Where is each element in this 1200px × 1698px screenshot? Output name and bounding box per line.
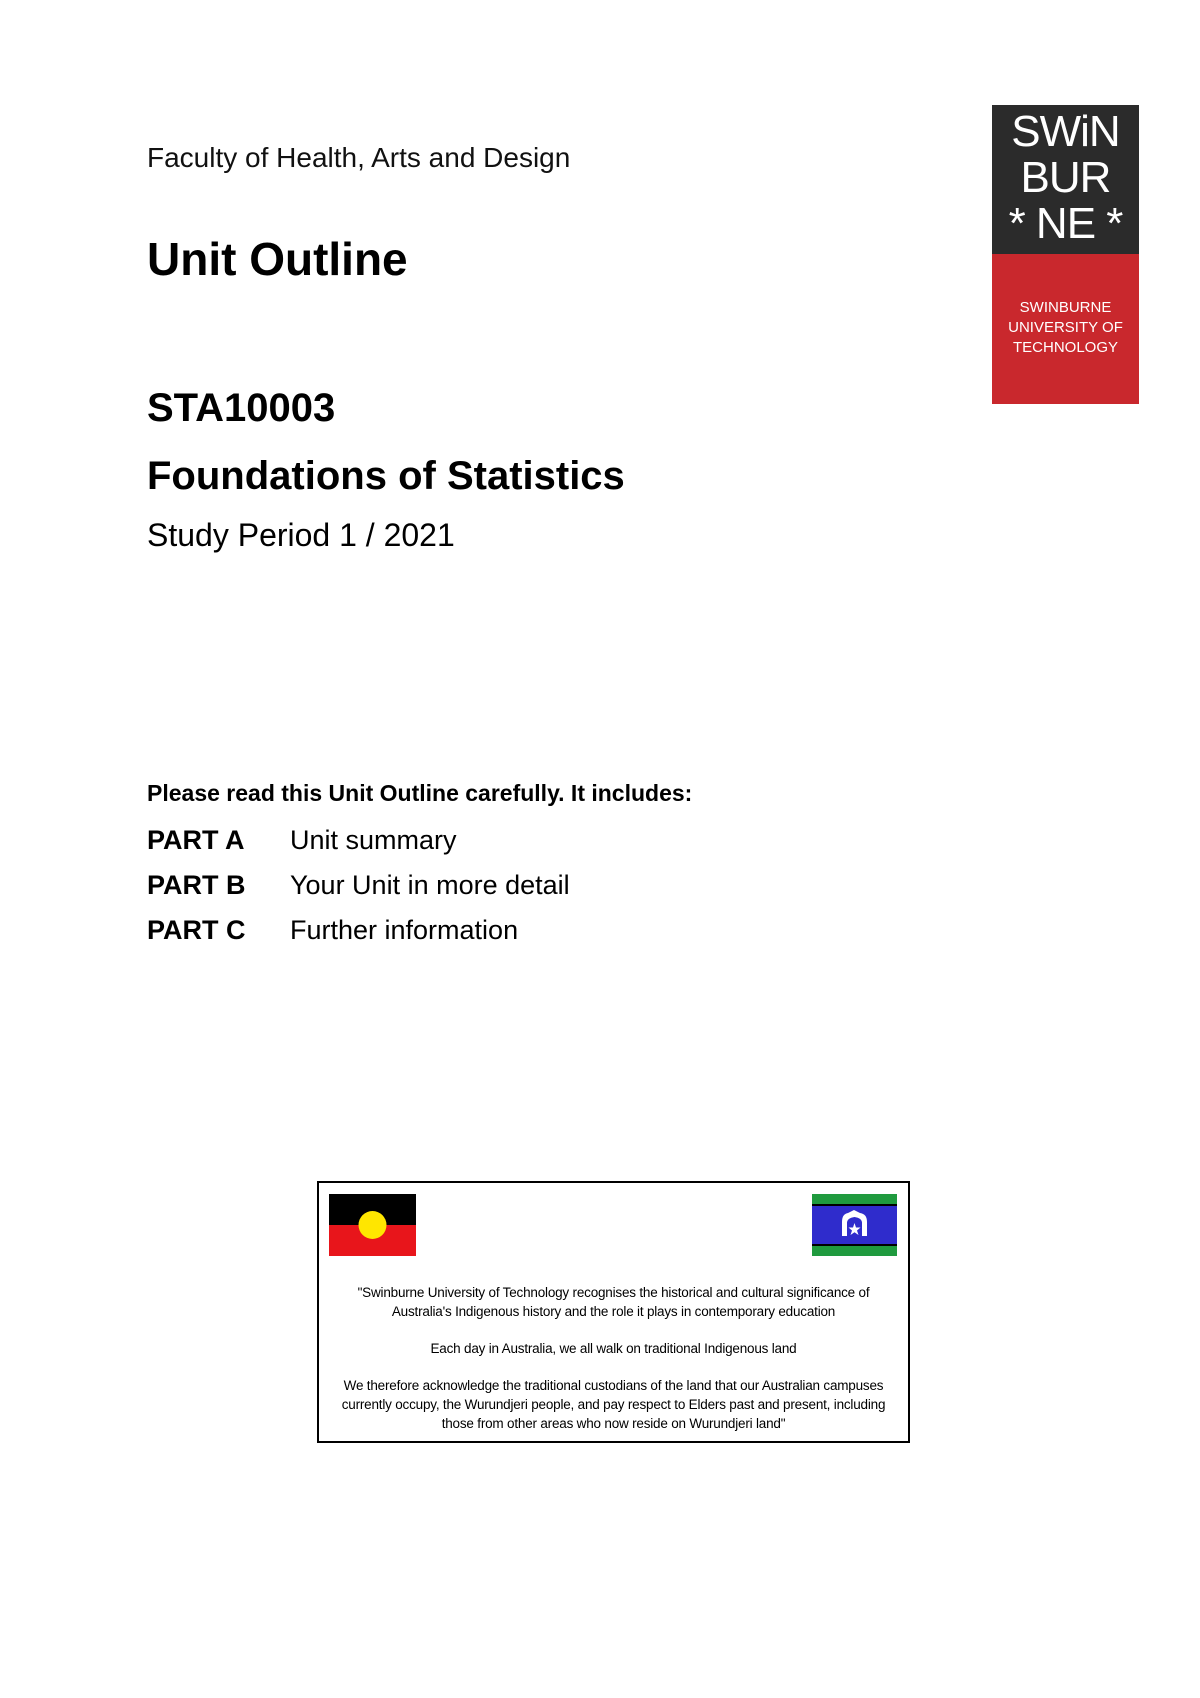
document-title: Unit Outline [147, 233, 408, 285]
contents-item [147, 818, 570, 863]
part-description: Further information [290, 915, 519, 945]
logo-sub-line-3: TECHNOLOGY [1012, 339, 1118, 356]
contents-intro: Please read this Unit Outline carefully. It includes: [147, 780, 693, 806]
acknowledgement-paragraph: Each day in Australia, we all walk on traditional Indigenous land [430, 1341, 797, 1356]
acknowledgement-paragraph: "Swinburne University of Technology recognises the historical and cultural significance of Australia's Indigenous history and the role it plays in contemporary education [357, 1285, 870, 1319]
unit-code: STA10003 [147, 386, 336, 430]
unit-name: Foundations of Statistics [147, 454, 625, 498]
part-description: Your Unit in more detail [290, 870, 570, 900]
logo-subtitle [992, 254, 1139, 404]
part-label: PART B [147, 870, 246, 900]
contents-list [147, 818, 570, 953]
aboriginal-flag-icon [329, 1194, 416, 1256]
torres-strait-islander-flag-icon [812, 1194, 897, 1256]
part-label: PART C [147, 915, 246, 945]
faculty-name: Faculty of Health, Arts and Design [147, 142, 571, 173]
acknowledgement-paragraph: We therefore acknowledge the traditional custodians of the land that our Australian campuses currently occupy, the Wurundjeri people, and pay respect to Elders past and present, including those from other areas who now reside on Wurundjeri land" [341, 1378, 886, 1431]
part-label: PART A [147, 825, 245, 855]
swinburne-logo [992, 105, 1139, 404]
logo-line-2: BUR [1020, 153, 1111, 202]
logo-line-1: SWiN [1011, 107, 1120, 156]
logo-line-3: * NE * [1008, 199, 1123, 248]
logo-sub-line-2: UNIVERSITY OF [1008, 319, 1123, 336]
logo-sub-line-1: SWINBURNE [1019, 299, 1112, 316]
acknowledgement-text [327, 1283, 900, 1451]
study-period: Study Period 1 / 2021 [147, 517, 455, 553]
contents-item [147, 863, 570, 908]
acknowledgement-of-country-box [317, 1181, 910, 1443]
contents-item [147, 908, 570, 953]
logo-wordmark [992, 105, 1139, 254]
part-description: Unit summary [290, 825, 457, 855]
